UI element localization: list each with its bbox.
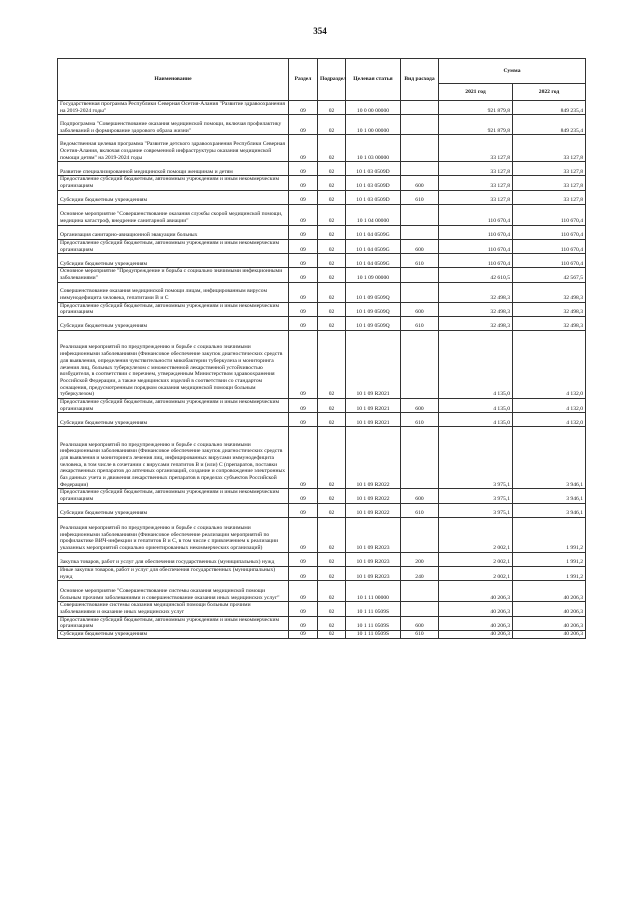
cell-sum-2021: 33 127,8: [439, 190, 513, 204]
cell-section: 09: [289, 399, 318, 413]
cell-sum-2021: 3 975,1: [439, 489, 513, 503]
header-subsection: Подраздел: [318, 59, 346, 101]
table-body: [58, 101, 586, 639]
table-row: [58, 204, 586, 225]
page-number: 354: [313, 26, 327, 36]
cell-expense-type: [401, 602, 439, 616]
cell-name: Совершенствование оказания медицинской помощи лицам, инфицированным вирусом иммунодефицита человека, гепатитами B и C: [58, 282, 289, 302]
cell-section: 09: [289, 162, 318, 176]
cell-name: Подпрограмма "Совершенствование оказания медицинской помощи, включая профилактику заболеваний и формирование здорового образа жизни": [58, 115, 289, 135]
table-row: [58, 489, 586, 503]
cell-expense-type: 610: [401, 190, 439, 204]
cell-section: 09: [289, 552, 318, 566]
cell-section: 09: [289, 602, 318, 616]
cell-name: Субсидии бюджетным учреждениям: [58, 413, 289, 427]
table-row: [58, 552, 586, 566]
cell-expense-type: 240: [401, 566, 439, 580]
cell-section: 09: [289, 631, 318, 639]
cell-name: Иные закупки товаров, работ и услуг для обеспечения государственных (муниципальных) нужд: [58, 566, 289, 580]
cell-subsection: 02: [318, 225, 346, 239]
cell-target: 10 1 11 00000: [346, 581, 401, 602]
table-header: [58, 59, 586, 101]
table-row: [58, 581, 586, 602]
cell-expense-type: 600: [401, 176, 439, 190]
table-row: [58, 317, 586, 331]
cell-sum-2021: 921 879,8: [439, 101, 513, 115]
cell-subsection: 02: [318, 190, 346, 204]
cell-subsection: 02: [318, 162, 346, 176]
cell-expense-type: 600: [401, 399, 439, 413]
cell-subsection: 02: [318, 552, 346, 566]
cell-expense-type: [401, 225, 439, 239]
cell-name: Совершенствование системы оказания медицинской помощи больным прочими заболеваниями и оказание иных медицинских услуг: [58, 602, 289, 616]
cell-section: 09: [289, 581, 318, 602]
cell-section: 09: [289, 254, 318, 268]
table-row: [58, 176, 586, 190]
header-year-2022: 2022 год: [513, 84, 586, 101]
cell-sum-2022: 849 235,4: [513, 101, 586, 115]
cell-section: 09: [289, 503, 318, 517]
table-row: [58, 239, 586, 253]
cell-sum-2022: 33 127,8: [513, 190, 586, 204]
header-sum: Сумма: [439, 59, 586, 84]
cell-target: 10 1 09 0509Q: [346, 282, 401, 302]
cell-target: 10 1 03 0509D: [346, 176, 401, 190]
cell-target: 10 1 09 R2023: [346, 552, 401, 566]
table-row: [58, 115, 586, 135]
table-row: [58, 503, 586, 517]
cell-expense-type: 610: [401, 503, 439, 517]
cell-sum-2021: 110 670,4: [439, 204, 513, 225]
cell-target: 10 0 00 00000: [346, 101, 401, 115]
table-row: [58, 135, 586, 162]
cell-sum-2022: 3 946,1: [513, 427, 586, 489]
table-row: [58, 399, 586, 413]
cell-name: Реализация мероприятий по предупреждению и борьбе с социально значимыми инфекционными заболеваниями (Финансовое обеспечение закупок диагностических средств для выявления, определения чувствительности микобактерии туберкулеза и мониторинга лечения лиц, больных туберкулезом с множественной лекарственной устойчивостью возбудителя, в соответствии с перечнем, утвержденным Министерством здравоохранения Российской Федерации, а также медицинских изделий в соответствии со стандартом оснащения, предусмотренным порядком оказания медицинской помощи больным туберкулезом): [58, 331, 289, 399]
cell-subsection: 02: [318, 317, 346, 331]
cell-subsection: 02: [318, 602, 346, 616]
cell-sum-2022: 3 946,1: [513, 503, 586, 517]
table-row: [58, 616, 586, 630]
cell-target: 10 1 09 R2021: [346, 399, 401, 413]
cell-expense-type: 600: [401, 239, 439, 253]
cell-sum-2021: 33 127,8: [439, 176, 513, 190]
cell-sum-2021: 4 135,0: [439, 413, 513, 427]
cell-sum-2021: 110 670,4: [439, 225, 513, 239]
cell-name: Субсидии бюджетным учреждениям: [58, 254, 289, 268]
table-row: [58, 225, 586, 239]
cell-name: Государственная программа Республики Северная Осетия-Алания "Развитие здравоохранения на 2019-2024 годы": [58, 101, 289, 115]
cell-expense-type: [401, 427, 439, 489]
cell-section: 09: [289, 302, 318, 316]
cell-subsection: 02: [318, 268, 346, 282]
cell-section: 09: [289, 566, 318, 580]
cell-sum-2021: 40 206,3: [439, 581, 513, 602]
table-row: [58, 302, 586, 316]
cell-expense-type: [401, 135, 439, 162]
cell-subsection: 02: [318, 254, 346, 268]
cell-name: Реализация мероприятий по предупреждению и борьбе с социально значимыми инфекционными заболеваниями (Финансовое обеспечение реализации мероприятий по профилактике ВИЧ-инфекции и гепатитов B и C, в том числе с привлечением к реализации указанных мероприятий социально ориентированных некоммерческих организаций): [58, 517, 289, 552]
cell-sum-2021: 40 206,3: [439, 631, 513, 639]
cell-sum-2022: 1 991,2: [513, 566, 586, 580]
table-row: [58, 268, 586, 282]
cell-subsection: 02: [318, 302, 346, 316]
cell-sum-2021: 921 879,8: [439, 115, 513, 135]
cell-expense-type: 200: [401, 552, 439, 566]
cell-expense-type: [401, 101, 439, 115]
table-row: [58, 413, 586, 427]
cell-subsection: 02: [318, 566, 346, 580]
cell-expense-type: 600: [401, 616, 439, 630]
cell-sum-2022: 110 670,4: [513, 225, 586, 239]
cell-expense-type: 610: [401, 631, 439, 639]
cell-sum-2022: 40 206,3: [513, 602, 586, 616]
cell-sum-2022: 40 206,3: [513, 616, 586, 630]
cell-sum-2021: 110 670,4: [439, 254, 513, 268]
cell-expense-type: [401, 204, 439, 225]
cell-target: 10 1 11 0509S: [346, 602, 401, 616]
cell-name: Предоставление субсидий бюджетным, автономным учреждениям и иным некоммерческим организациям: [58, 616, 289, 630]
header-year-2021: 2021 год: [439, 84, 513, 101]
cell-name: Основное мероприятие "Совершенствование системы оказания медицинской помощи больным прочими заболеваниями и совершенствование оказания иных медицинских услуг": [58, 581, 289, 602]
cell-target: 10 1 04 0509G: [346, 254, 401, 268]
cell-section: 09: [289, 427, 318, 489]
cell-sum-2022: 32 498,3: [513, 317, 586, 331]
cell-name: Предоставление субсидий бюджетным, автономным учреждениям и иным некоммерческим организациям: [58, 302, 289, 316]
cell-expense-type: [401, 268, 439, 282]
header-target: Целевая статья: [346, 59, 401, 101]
cell-sum-2022: 1 991,2: [513, 517, 586, 552]
cell-sum-2021: 3 975,1: [439, 503, 513, 517]
cell-name: Субсидии бюджетным учреждениям: [58, 503, 289, 517]
cell-sum-2021: 42 610,5: [439, 268, 513, 282]
cell-subsection: 02: [318, 616, 346, 630]
cell-subsection: 02: [318, 503, 346, 517]
cell-sum-2022: 110 670,4: [513, 254, 586, 268]
cell-section: 09: [289, 331, 318, 399]
cell-subsection: 02: [318, 517, 346, 552]
cell-sum-2021: 2 002,1: [439, 566, 513, 580]
cell-sum-2022: 33 127,8: [513, 135, 586, 162]
cell-target: 10 1 09 R2023: [346, 566, 401, 580]
cell-name: Субсидии бюджетным учреждениям: [58, 190, 289, 204]
cell-name: Субсидии бюджетным учреждениям: [58, 317, 289, 331]
cell-subsection: 02: [318, 427, 346, 489]
table-row: [58, 427, 586, 489]
header-section: Раздел: [289, 59, 318, 101]
cell-section: 09: [289, 616, 318, 630]
cell-name: Основное мероприятие "Совершенствование оказания службы скорой медицинской помощи, медицина катастроф, внедрение санитарной авиации": [58, 204, 289, 225]
cell-sum-2022: 32 498,3: [513, 302, 586, 316]
cell-expense-type: 600: [401, 302, 439, 316]
cell-subsection: 02: [318, 115, 346, 135]
cell-name: Реализация мероприятий по предупреждению и борьбе с социально значимыми инфекционными заболеваниями (Финансовое обеспечение закупок диагностических средств для выявления и мониторинга лечения лиц, инфицированных вирусами иммунодефицита человека, в том числе в сочетании с вирусами гепатитов B и (или) C (препаратов, поставки лекарственных препаратов до аптечных организаций, создание и сопровождение электронных баз данных учета и движения лекарственных препаратов в пределах субъектов Российской Федерации): [58, 427, 289, 489]
table-row: [58, 331, 586, 399]
cell-name: Субсидии бюджетным учреждениям: [58, 631, 289, 639]
cell-sum-2022: 110 670,4: [513, 204, 586, 225]
cell-subsection: 02: [318, 135, 346, 162]
cell-sum-2021: 110 670,4: [439, 239, 513, 253]
cell-section: 09: [289, 135, 318, 162]
cell-sum-2021: 2 002,1: [439, 552, 513, 566]
cell-target: 10 1 09 0509Q: [346, 302, 401, 316]
cell-target: 10 1 09 R2021: [346, 331, 401, 399]
cell-sum-2022: 42 567,5: [513, 268, 586, 282]
cell-sum-2021: 32 498,3: [439, 282, 513, 302]
cell-subsection: 02: [318, 489, 346, 503]
cell-sum-2022: 32 498,3: [513, 282, 586, 302]
cell-name: Развитие специализированной медицинской помощи женщинам и детям: [58, 162, 289, 176]
cell-sum-2021: 4 135,0: [439, 331, 513, 399]
cell-expense-type: 610: [401, 413, 439, 427]
cell-target: 10 1 09 0509Q: [346, 317, 401, 331]
cell-sum-2021: 3 975,1: [439, 427, 513, 489]
cell-target: 10 1 11 0509S: [346, 616, 401, 630]
cell-section: 09: [289, 317, 318, 331]
cell-sum-2021: 2 002,1: [439, 517, 513, 552]
table-row: [58, 566, 586, 580]
cell-section: 09: [289, 489, 318, 503]
table-row: [58, 631, 586, 639]
cell-sum-2022: 40 206,3: [513, 631, 586, 639]
cell-section: 09: [289, 239, 318, 253]
cell-target: 10 1 11 0509S: [346, 631, 401, 639]
cell-target: 10 1 04 00000: [346, 204, 401, 225]
cell-name: Предоставление субсидий бюджетным, автономным учреждениям и иным некоммерческим организациям: [58, 489, 289, 503]
cell-section: 09: [289, 204, 318, 225]
cell-expense-type: 610: [401, 254, 439, 268]
cell-sum-2021: 33 127,8: [439, 162, 513, 176]
cell-target: 10 1 09 R2022: [346, 503, 401, 517]
cell-subsection: 02: [318, 101, 346, 115]
cell-subsection: 02: [318, 581, 346, 602]
cell-sum-2021: 40 206,3: [439, 602, 513, 616]
cell-sum-2021: 40 206,3: [439, 616, 513, 630]
cell-section: 09: [289, 101, 318, 115]
cell-expense-type: [401, 115, 439, 135]
table-row: [58, 602, 586, 616]
cell-section: 09: [289, 225, 318, 239]
cell-sum-2022: 1 991,2: [513, 552, 586, 566]
cell-section: 09: [289, 517, 318, 552]
cell-sum-2022: 40 206,3: [513, 581, 586, 602]
cell-sum-2022: 4 132,0: [513, 413, 586, 427]
cell-sum-2022: 4 132,0: [513, 399, 586, 413]
cell-section: 09: [289, 268, 318, 282]
cell-target: 10 1 09 R2022: [346, 427, 401, 489]
cell-name: Предоставление субсидий бюджетным, автономным учреждениям и иным некоммерческим организациям: [58, 176, 289, 190]
cell-section: 09: [289, 115, 318, 135]
cell-name: Закупка товаров, работ и услуг для обеспечения государственных (муниципальных) нужд: [58, 552, 289, 566]
cell-section: 09: [289, 190, 318, 204]
cell-sum-2021: 32 498,3: [439, 317, 513, 331]
cell-sum-2022: 4 132,0: [513, 331, 586, 399]
cell-target: 10 1 03 0509D: [346, 190, 401, 204]
cell-name: Предоставление субсидий бюджетным, автономным учреждениям и иным некоммерческим организациям: [58, 399, 289, 413]
cell-target: 10 1 00 00000: [346, 115, 401, 135]
table-row: [58, 162, 586, 176]
cell-target: 10 1 03 00000: [346, 135, 401, 162]
cell-target: 10 1 04 0509G: [346, 239, 401, 253]
cell-subsection: 02: [318, 239, 346, 253]
cell-expense-type: 610: [401, 317, 439, 331]
budget-table: [57, 58, 586, 639]
cell-sum-2022: 849 235,4: [513, 115, 586, 135]
cell-name: Ведомственная целевая программа "Развитие детского здравоохранения Республики Северная Осетия-Алания, включая создание современной инфраструктуры оказания медицинской помощи детям" на 2019-2024 годы: [58, 135, 289, 162]
table-row: [58, 254, 586, 268]
cell-expense-type: [401, 282, 439, 302]
cell-sum-2022: 3 946,1: [513, 489, 586, 503]
table-row: [58, 517, 586, 552]
cell-sum-2021: 33 127,8: [439, 135, 513, 162]
cell-sum-2022: 110 670,4: [513, 239, 586, 253]
cell-target: 10 1 09 R2023: [346, 517, 401, 552]
cell-subsection: 02: [318, 631, 346, 639]
cell-section: 09: [289, 413, 318, 427]
cell-expense-type: [401, 581, 439, 602]
table-row: [58, 282, 586, 302]
cell-expense-type: [401, 331, 439, 399]
cell-name: Организация санитарно-авиационной эвакуации больных: [58, 225, 289, 239]
cell-sum-2022: 33 127,8: [513, 176, 586, 190]
header-name: Наименование: [58, 59, 289, 101]
table-row: [58, 101, 586, 115]
cell-subsection: 02: [318, 399, 346, 413]
cell-target: 10 1 04 0509G: [346, 225, 401, 239]
table-row: [58, 190, 586, 204]
cell-target: 10 1 09 R2022: [346, 489, 401, 503]
cell-sum-2021: 4 135,0: [439, 399, 513, 413]
cell-target: 10 1 03 0509D: [346, 162, 401, 176]
cell-section: 09: [289, 176, 318, 190]
cell-target: 10 1 09 R2021: [346, 413, 401, 427]
cell-expense-type: [401, 517, 439, 552]
cell-subsection: 02: [318, 282, 346, 302]
cell-name: Предоставление субсидий бюджетным, автономным учреждениям и иным некоммерческим организациям: [58, 239, 289, 253]
cell-target: 10 1 09 00000: [346, 268, 401, 282]
cell-name: Основное мероприятие "Предупреждение и борьба с социально значимыми инфекционными заболеваниями": [58, 268, 289, 282]
cell-expense-type: 600: [401, 489, 439, 503]
cell-sum-2022: 33 127,8: [513, 162, 586, 176]
cell-sum-2021: 32 498,3: [439, 302, 513, 316]
cell-subsection: 02: [318, 204, 346, 225]
header-expense-type: Вид расхода: [401, 59, 439, 101]
cell-subsection: 02: [318, 331, 346, 399]
cell-subsection: 02: [318, 176, 346, 190]
cell-expense-type: [401, 162, 439, 176]
cell-section: 09: [289, 282, 318, 302]
cell-subsection: 02: [318, 413, 346, 427]
